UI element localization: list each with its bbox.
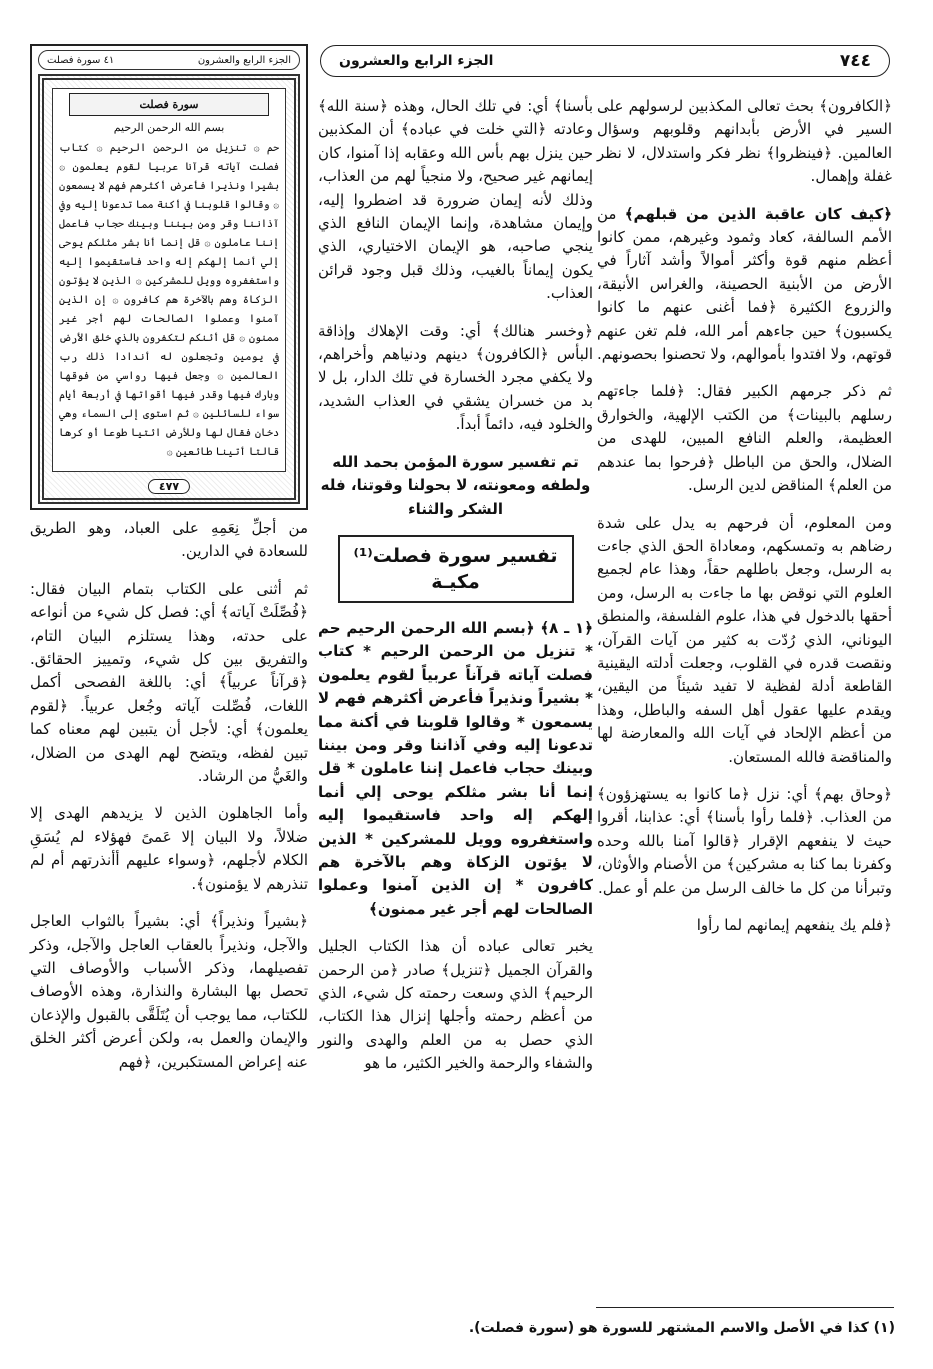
footnote-text: كذا في الأصل والاسم المشتهر للسورة هو (سورة فصلت). (468, 1320, 869, 1336)
paragraph: ﴿الكافرون﴾ بحث تعالى المكذبين لرسولهم على السير في الأرض بأبدانهم وقلوبهم وسؤال العالمين. ﴿فينظروا﴾ نظر فكر واستدلال، لا نظر غفلة وإهمال. (597, 97, 892, 186)
page-number: ٧٤٤ (839, 51, 871, 71)
mushaf-juz: الجزء الرابع والعشرون (197, 54, 291, 66)
paragraph: وأما الجاهلون الذين لا يزيدهم الهدى إلا ضلالاً، ولا البيان إلا عَمىً فهؤلاء لم يُسَقِ الكلام لأجلهم، ﴿وسواء عليهم أأنذرتهم أم لم تنذرهم لا يؤمنون﴾. (30, 804, 308, 893)
surah-title: تفسير سورة فصلت⁽¹⁾ (353, 544, 558, 567)
paragraph: ثم أثنى على الكتاب بتمام البيان فقال: ﴿فُصِّلَتْ آياته﴾ أي: فصل كل شيء من أنواعه على حدته، وهذا يستلزم البيان التام، والتفريق بين كل شيء، وتمييز الحقائق. ﴿قرآناً عربياً﴾ أي: باللغة الفصحى أكمل اللغات، فُصِّلت آياته وجُعل عربياً. ﴿لقوم يعلمون﴾ أي: لأجل أن يتبين لهم معناه كما تبين لفظه، ويتضح لهم الهدى من الضلال، والغَيُّ من الرشاد. (30, 579, 308, 786)
closing-statement: تم تفسير سورة المؤمن بحمد الله ولطفه ومعونته، لا بحولنا وقوتنا، فله الشكر والثناء (320, 452, 591, 518)
paragraph: ﴿وخسر هنالك﴾ أي: وقت الإهلاك وإذاقة البأس ﴿الكافرون﴾ دينهم ودنياهم وأخراهم، ولا يكفي مجرد الخسارة في تلك الدار، بل لا بد من خسران يشقي في العذاب الشديد، والخلود فيه، دائماً أبداً. (318, 321, 593, 434)
paragraph: ومن المعلوم، أن فرحهم به يدل على شدة رضاهم به وتمسكهم، ومعاداة الحق الذي جاءت به الرسل، وجعل باطلهم حقاً، وهذا عام لجميع العلوم التي نوقض بها ما جاءت به الرسل، ومن أحقها بالدخول في هذا، علوم الفلسفة، والمنطق اليوناني، الذي رُدّت به كثير من آيات القرآن، ونقصت قدره في القلوب، وجعلت أدلته اليقينية القاطعة أدلة لفظية لا تفيد شيئاً من اليقين، ويقدم عليها عقول أهل السفه والباطل، وهذا من أعظم الإلحاد في آيات الله والمعارضة لها والمناقضة فالله المستعان. (597, 513, 892, 766)
footnote-number: (١) (873, 1320, 895, 1336)
right-column (597, 95, 892, 1095)
mushaf-surah-ref: ٤١ سورة فصلت (47, 54, 115, 66)
surah-type: مكيـة (431, 570, 480, 593)
basmala: بسم الله الرحمن الرحيم (113, 121, 225, 134)
paragraph: يخبر تعالى عباده أن هذا الكتاب الجليل والقرآن الجميل ﴿تنزيل﴾ صادر ﴿من الرحمن الرحيم﴾ الذي وسعت رحمته كل شيء، الذي من أعظم رحمته وأجلها إنزال هذا الكتاب، الذي حصل به من العلم والهدى والنور والشفاء والرحمة والخير الكثير، ما هو (318, 937, 593, 1073)
running-header (320, 45, 890, 77)
paragraph: ثم ذكر جرمهم الكبير فقال: ﴿فلما جاءتهم رسلهم بالبينات﴾ من الكتب الإلهية، والخوارق العظيمة، والعلم النافع المبين، للهدى من الضلال، والحق من الباطل ﴿فرحوا بما عندهم من العلم﴾ المناقض لدين الرسل. (597, 382, 892, 495)
paragraph: ﴿فلم يك ينفعهم إيمانهم لما رأوا (696, 916, 892, 934)
ornamental-frame (38, 74, 300, 504)
paragraph-text: من الأمم السالفة، كعاد وثمود وغيرهم، ممن كانوا أعظم منهم قوة وأكثر أموالاً وأشد آثاراً في الأرض من الأبنية الحصينة، والغراس الأنيقة، والزروع الكثيرة ﴿فما أغنى عنهم ما كانوا يكسبون﴾ حين جاءهم أمر الله، فلم تغن عنهم قوتهم، ولا افتدوا بأموالهم، ولا تحصنوا بحصونهم. (597, 204, 892, 364)
paragraph: ﴿بشيراً ونذيراً﴾ أي: بشيراً بالثواب العاجل والآجل، ونذيراً بالعقاب العاجل والآجل، وذكر تفصيلهما، وذكر الأسباب والأوصاف التي تحصل بها البشارة والنذارة، وهذه الأوصاف للكتاب، مما يوجب أن يُتَلَقَّى بالقبول والإذعان والإيمان والعمل به، ولكن أعرض أكثر الخلق عنه إعراض المستكبرين، ﴿فهم (30, 912, 308, 1071)
juz-title: الجزء الرابع والعشرون (339, 53, 494, 69)
footnote (375, 1318, 895, 1338)
mushaf-text-area (52, 88, 286, 472)
paragraph (597, 203, 892, 367)
surah-title-box (338, 535, 574, 603)
middle-column (318, 95, 593, 1095)
mushaf-page-number: ٤٧٧ (148, 479, 190, 494)
paragraph: من أجلِّ نِعَمِهِ على العباد، وهو الطريق للسعادة في الدارين. (30, 519, 308, 561)
surah-banner: سورة فصلت (69, 93, 269, 116)
verse-quote: ﴿كيف كان عاقبة الذين من قبلهم﴾ (624, 204, 892, 223)
paragraph: بأسنا﴾ أي: في تلك الحال، وهذه ﴿سنة الله﴾ وعادته ﴿التي خلت في عباده﴾ أن المكذبين حين ينزل بهم بأس الله وعقابه إذا آمنوا، كان إيمانهم غير صحيح، ولا منجياً لهم من العذاب، وذلك لأنه إيمان ضرورة قد اضطروا إليه، وإيمان مشاهدة، وإنما الإيمان النافع الذي ينجي صاحبه، هو الإيمان الاختياري، الذي يكون إيماناً بالغيب، وذلك قبل وجود قرائن العذاب. (318, 97, 593, 303)
mushaf-header (38, 50, 300, 70)
paragraph: ﴿وحاق بهم﴾ أي: نزل ﴿ما كانوا به يستهزؤون﴾ من العذاب. ﴿فلما رأوا بأسنا﴾ أي: عذابنا، أقروا حيث لا ينفعهم الإقرار ﴿قالوا آمنا بالله وحده وكفرنا بما كنا به مشركين﴾ من الأصنام والأوثان، وتبرأنا من كل ما خالف الرسل من علم أو عمل. (597, 784, 892, 897)
quran-text: حم ۞ تنزيل من الرحمن الرحيم ۞ كتاب فصلت آياته قرآنا عربيا لقوم يعلمون ۞ بشيرا ونذيرا فأعرض أكثرهم فهم لا يسمعون ۞ وقالوا قلوبنا في أكنة مما تدعونا إليه وفي آذاننا وقر ومن بيننا وبينك حجاب فاعمل إننا عاملون ۞ قل إنما أنا بشر مثلكم يوحى إلي أنما إلهكم إله واحد فاستقيموا إليه واستغفروه وويل للمشركين ۞ الذين لا يؤتون الزكاة وهم بالآخرة هم كافرون ۞ إن الذين آمنوا وعملوا الصالحات لهم أجر غير ممنون ۞ قل أئنكم لتكفرون بالذي خلق الأرض في يومين وتجعلون له أندادا ذلك رب العالمين ۞ وجعل فيها رواسي من فوقها وبارك فيها وقدر فيها أقواتها في أربعة أيام سواء للسائلين ۞ ثم استوى إلى السماء وهي دخان فقال لها وللأرض ائتيا طوعا أو كرها قالتا أتينا طائعين ۞ (59, 142, 279, 458)
left-column (30, 517, 308, 1097)
verses-block: ﴿١ ـ ٨﴾ ﴿بسم الله الرحمن الرحيم حم * تنزيل من الرحمن الرحيم * كتاب فصلت آياته قرآناً عربياً لقوم يعلمون * بشيراً ونذيراً فأعرض أكثرهم فهم لا يسمعون * وقالوا قلوبنا في أكنة مما تدعونا إليه وفي آذاننا وقر ومن بيننا وبينك حجاب فاعمل إننا عاملون * قل إنما أنا بشر مثلكم يوحى إلي أنما إلهكم إله واحد فاستقيموا إليه واستغفروه وويل للمشركين * الذين لا يؤتون الزكاة وهم بالآخرة هم كافرون * إن الذين آمنوا وعملوا الصالحات لهم أجر غير ممنون﴾ (318, 618, 593, 918)
footnote-divider (596, 1307, 894, 1308)
mushaf-page-inset (30, 44, 308, 510)
